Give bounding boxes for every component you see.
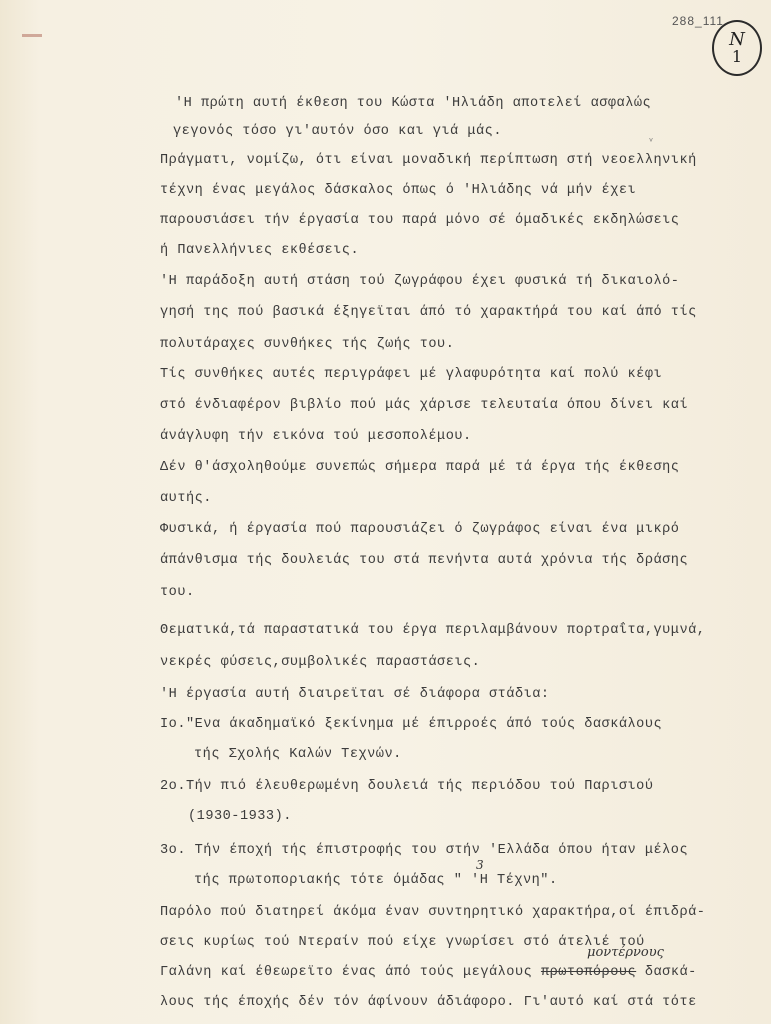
text-line: 'Η παράδοξη αυτή στάση τού ζωγράφου έχει φυσικά τή δικαιολό- bbox=[160, 274, 680, 289]
handwritten-mark: 3 bbox=[476, 858, 484, 872]
text-line: άνάγλυφη τήν εικόνα τού μεσοπολέμου. bbox=[160, 429, 472, 444]
text-line: Πράγματι, νομίζω, ότι είναι μοναδική περίπτωση στή νεοελληνική bbox=[160, 153, 697, 168]
text-line: νεκρές φύσεις,συμβολικές παραστάσεις. bbox=[160, 655, 481, 670]
caret-mark: ᵥ bbox=[648, 134, 655, 145]
handwritten-insertion: μοντέρνους bbox=[587, 945, 664, 960]
text-segment: δασκά- bbox=[644, 965, 697, 980]
text-line: ή Πανελλήνιες εκθέσεις. bbox=[160, 243, 360, 258]
text-line: Παρόλο πού διατηρεί άκόμα έναν συντηρητικό χαρακτήρα,οί έπιδρά- bbox=[160, 905, 706, 920]
text-line: πολυτάραχες συνθήκες τής ζωής του. bbox=[160, 337, 455, 352]
text-line: λους τής έποχής δέν τόν άφίνουν άδιάφορο. Γι'αυτό καί στά τότε bbox=[160, 995, 697, 1010]
text-line: Δέν θ'άσχοληθούμε συνεπώς σήμερα παρά μέ τά έργα τής έκθεσης bbox=[160, 460, 680, 475]
text-line: τής πρωτοποριακής τότε όμάδας " 'Η Τέχνη". bbox=[194, 873, 558, 888]
text-line: 3ο. Τήν έποχή τής έπιστροφής του στήν 'Ελλάδα όπου ήταν μέλος bbox=[160, 843, 689, 858]
text-line bbox=[160, 965, 697, 980]
text-line: 'Η πρώτη αυτή έκθεση του Κώστα 'Ηλιάδη αποτελεί ασφαλώς bbox=[175, 96, 652, 111]
text-line: Φυσικά, ή έργασία πού παρουσιάζει ό ζωγράφος είναι ένα μικρό bbox=[160, 522, 680, 537]
text-line: Τίς συνθήκες αυτές περιγράφει μέ γλαφυρότητα καί πολύ κέφι bbox=[160, 367, 663, 382]
reference-number: 288_111 bbox=[672, 14, 724, 28]
text-line: του. bbox=[160, 585, 195, 600]
text-line: σεις κυρίως τού Ντεραίν πού είχε γνωρίσει στό άτελιέ τού bbox=[160, 935, 645, 950]
text-line: Θεματικά,τά παραστατικά του έργα περιλαμβάνουν πορτραΐτα,γυμνά, bbox=[160, 623, 706, 638]
text-line: Ιο."Ενα άκαδημαϊκό ξεκίνημα μέ έπιρροές άπό τούς δασκάλους bbox=[160, 717, 663, 732]
circled-annotation bbox=[712, 20, 762, 76]
text-line: (1930-1933). bbox=[188, 809, 292, 824]
text-line: αυτής. bbox=[160, 491, 212, 506]
circled-annotation-top: Ν bbox=[729, 29, 745, 50]
text-line: παρουσιάσει τήν έργασία του παρά μόνο σέ όμαδικές εκδηλώσεις bbox=[160, 213, 680, 228]
text-line: γεγονός τόσο γι'αυτόν όσο και γιά μάς. bbox=[173, 124, 502, 139]
margin-mark bbox=[22, 34, 42, 37]
text-line: τής Σχολής Καλών Τεχνών. bbox=[194, 747, 402, 762]
text-line: τέχνη ένας μεγάλος δάσκαλος όπως ό 'Ηλιάδης νά μήν έχει bbox=[160, 183, 637, 198]
circled-annotation-bottom: 1 bbox=[731, 47, 743, 66]
text-segment: Γαλάνη καί έθεωρεϊτο ένας άπό τούς μεγάλους bbox=[160, 965, 533, 980]
text-line: 2ο.Τήν πιό έλευθερωμένη δουλειά τής περιόδου τού Παρισιού bbox=[160, 779, 654, 794]
text-line: άπάνθισμα τής δουλειάς του στά πενήντα αυτά χρόνια τής δράσης bbox=[160, 553, 689, 568]
text-line: 'Η έργασία αυτή διαιρεϊται σέ διάφορα στάδια: bbox=[160, 687, 550, 702]
text-line: στό ένδιαφέρον βιβλίο πού μάς χάρισε τελευταία όπου δίνει καί bbox=[160, 398, 689, 413]
struck-word: πρωτοπόρους bbox=[540, 965, 637, 980]
text-line: γησή της πού βασικά έξηγεϊται άπό τό χαρακτήρά του καί άπό τίς bbox=[160, 305, 697, 320]
